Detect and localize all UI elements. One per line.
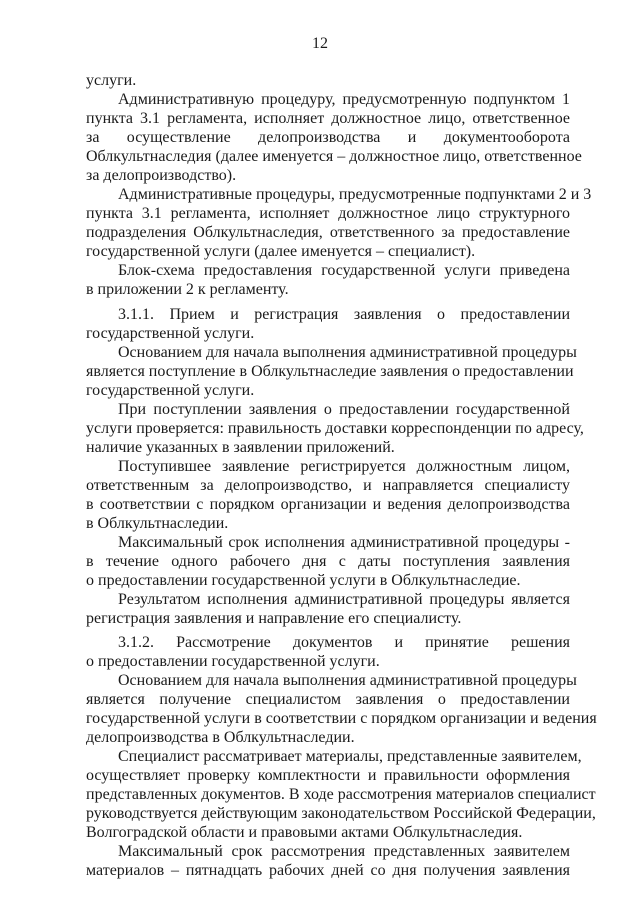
text-line: Блок-схема предоставления государственной услуги приведена <box>118 262 570 279</box>
text-line: Основанием для начала выполнения административной процедуры <box>118 672 577 689</box>
text-line: ответственным за делопроизводство, и направляется специалисту <box>86 477 570 494</box>
text-line: является поступление в Облкультнаследие заявления о предоставлении <box>86 363 574 380</box>
text-line: Поступившее заявление регистрируется должностным лицом, <box>118 458 570 475</box>
text-line: материалов – пятнадцать рабочих дней со дня получения заявления <box>86 862 570 879</box>
text-line: государственной услуги в соответствии с порядком организации и ведения <box>86 710 597 727</box>
text-line: руководствуется действующим законодательством Российской Федерации, <box>86 805 596 822</box>
text-line: Административную процедуру, предусмотренную подпунктом 1 <box>118 91 570 108</box>
text-line: Результатом исполнения административной процедуры является <box>118 591 570 608</box>
text-line: Волгоградской области и правовыми актами Облкультнаследия. <box>86 824 523 841</box>
text-line: государственной услуги. <box>86 382 255 399</box>
text-line: 3.1.2. Рассмотрение документов и принятие решения <box>118 634 570 651</box>
text-line: за делопроизводство). <box>86 167 237 184</box>
text-line: государственной услуги (далее именуется – специалист). <box>86 243 476 260</box>
page-number: 12 <box>312 35 328 52</box>
text-line: за осуществление делопроизводства и документооборота <box>86 129 570 146</box>
text-line: пункта 3.1 регламента, исполняет должностное лицо, ответственное <box>86 110 570 127</box>
text-line: 3.1.1. Прием и регистрация заявления о предоставлении <box>118 306 570 323</box>
text-line: Максимальный срок исполнения административной процедуры - <box>118 534 570 551</box>
text-line: о предоставлении государственной услуги в Облкультнаследие. <box>86 572 521 589</box>
text-line: Максимальный срок рассмотрения представленных заявителем <box>118 843 570 860</box>
text-line: в соответствии с порядком организации и ведения делопроизводства <box>86 496 570 513</box>
text-line: в Облкультнаследии. <box>86 515 229 532</box>
text-line: представленных документов. В ходе рассмотрения материалов специалист <box>86 786 596 803</box>
text-line: услуги проверяется: правильность доставки корреспонденции по адресу, <box>86 420 584 437</box>
text-line: пункта 3.1 регламента, исполняет должностное лицо структурного <box>86 205 570 222</box>
text-line: Облкультнаследия (далее именуется – должностное лицо, ответственное <box>86 148 582 165</box>
text-line: Специалист рассматривает материалы, представленные заявителем, <box>118 748 582 765</box>
text-line: осуществляет проверку комплектности и правильности оформления <box>86 767 570 784</box>
text-line: Основанием для начала выполнения административной процедуры <box>118 344 577 361</box>
text-line: Административные процедуры, предусмотренные подпунктами 2 и 3 <box>118 186 592 203</box>
text-line: делопроизводства в Облкультнаследии. <box>86 729 355 746</box>
text-line: регистрация заявления и направление его специалисту. <box>86 610 462 627</box>
text-line: государственной услуги. <box>86 325 255 342</box>
text-line: в течение одного рабочего дня с даты поступления заявления <box>86 553 570 570</box>
text-line: о предоставлении государственной услуги. <box>86 653 380 670</box>
text-line: подразделения Облкультнаследия, ответственного за предоставление <box>86 224 570 241</box>
text-line: При поступлении заявления о предоставлении государственной <box>118 401 570 418</box>
text-line: услуги. <box>86 72 137 89</box>
text-line: является получение специалистом заявления о предоставлении <box>86 691 570 708</box>
text-line: наличие указанных в заявлении приложений. <box>86 439 395 456</box>
text-line: в приложении 2 к регламенту. <box>86 281 289 298</box>
